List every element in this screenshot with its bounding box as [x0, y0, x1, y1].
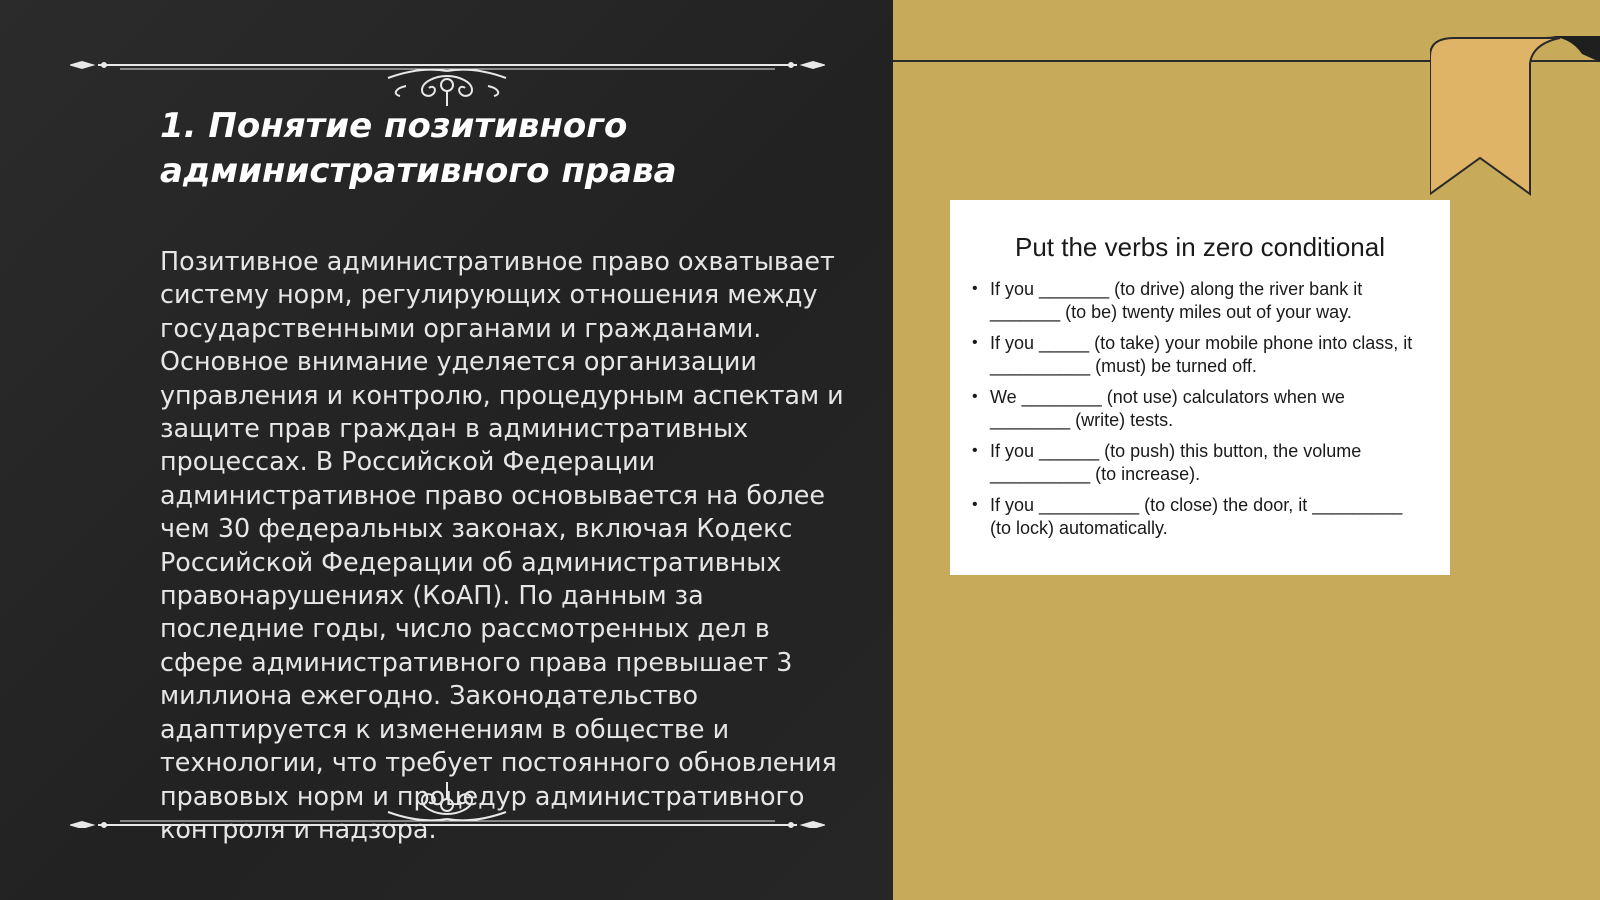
exercise-item-3: • We ________ (not use) calculators when we ________ (write) tests.	[972, 386, 1428, 431]
slide-title: 1. Понятие позитивного административного права	[160, 106, 677, 191]
exercise-title: Put the verbs in zero conditional	[1015, 232, 1385, 262]
ornament-divider-top	[70, 58, 825, 108]
exercise-card	[950, 200, 1450, 575]
exercise-item-2: • If you _____ (to take) your mobile phone into class, it __________ (must) be turned off.	[972, 332, 1428, 377]
bookmark-ribbon-icon	[1430, 34, 1600, 204]
exercise-item-4: • If you ______ (to push) this button, the volume __________ (to increase).	[972, 440, 1428, 485]
exercise-item-1: • If you _______ (to drive) along the river bank it _______ (to be) twenty miles out of your way.	[972, 278, 1428, 323]
slide-body-text: Позитивное административное право охватывает систему норм, регулирующих отношения между государственными органами и гражданами. Основное внимание уделяется организации управления и контролю, процедурным аспектам и защите прав граждан в административных процессах. В Российской Федерации административное право основывается на более чем 30 федеральных законах, включая Кодекс Российской Федерации об административных правонарушениях (КоАП). По данным за последние годы, число рассмотренных дел в сфере административного права превышает 3 миллиона ежегодно. Законодательство адаптируется к изменениям в обществе и технологии, что требует постоянного обновления правовых норм и процедур административного контроля и надзора.	[160, 246, 844, 844]
exercise-list	[972, 278, 1428, 539]
exercise-item-5: • If you __________ (to close) the door, it _________ (to lock) automatically.	[972, 494, 1428, 539]
